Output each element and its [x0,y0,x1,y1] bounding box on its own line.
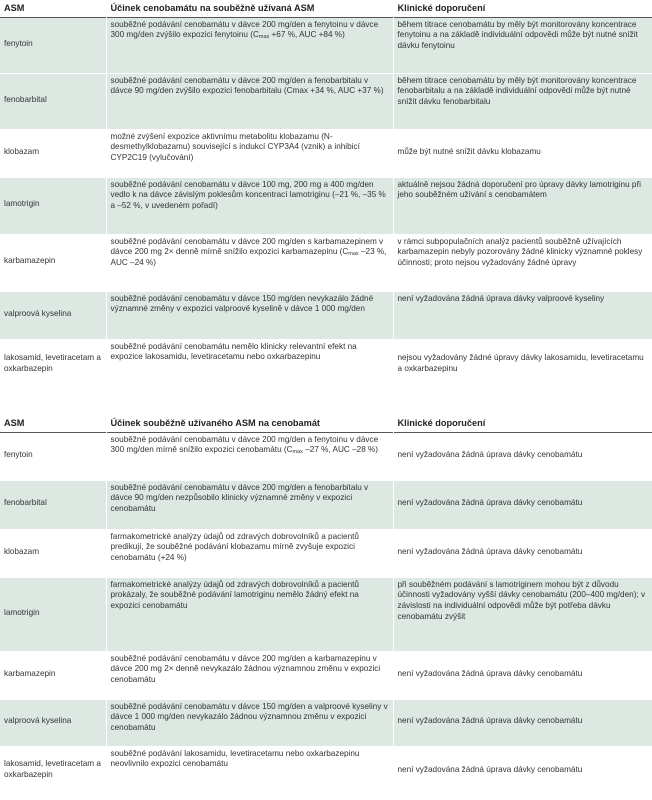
drug-name: karbamazepin [4,668,56,678]
effect-text: souběžné podávání cenobamátu v dávce 200 mg/den a fenytoinu v dávce 300 mg/den zvýšilo expozici fenytoinu ($C_{max} +67$ %, AUC +84 %) [106,17,393,73]
drug-name: fenytoin [0,17,106,73]
effect-text: souběžné podávání cenobamátu v dávce 200 mg/den s karbamazepinem v dávce 200 mg 2× denně mírně snížilo expozici karbamazepinu ($C_{max}$ –23 %, AUC –24 %) [106,234,393,291]
effect-text: možné zvýšení expozice aktivnímu metabolitu klobazamu (N-desmethylklobazamu) související s indukcí CYP3A4 (vznik) a inhibicí CYP2C19 (vylučování) [106,129,393,177]
table-row [0,480,652,529]
recommendation-text: během titrace cenobamátu by měly být monitorovány koncentrace fenobarbitalu a na základě individuální odpovědi může být nutné snížit dávku fenobarbitalu [393,73,652,129]
effect-text: souběžné podávání lakosamidu, levetiracetamu nebo oxkarbazepinu neovlivnilo expozici cenobamátu [106,746,393,796]
effect-text: souběžné podávání cenobamátu v dávce 200 mg/den a karbamazepinu v dávce 200 mg 2× denně nevykazálo žádnou významnou změnu v expozici cenobamátu [106,651,393,699]
recommendation-text: není vyžadována žádná úprava dávky cenobamátu [393,746,652,796]
header-recommendation: Klinické doporučení [393,415,652,432]
effect-text: farmakometrické analýzy údajů od zdravých dobrovolníků a pacientů prokázaly, že souběžné podávání lamotriginu nemělo žádný efekt na expozici cenobamátu [106,577,393,651]
effect-text: souběžné podávání cenobamátu v dávce 200 mg/den a fenobarbitalu v dávce 90 mg/den nezpůsobilo klinicky významné změny v expozici cenobamátu [106,480,393,529]
table-row [0,699,652,746]
recommendation-text: není vyžadována žádná úprava dávky cenobamátu [393,651,652,699]
header-asm: ASM [4,3,25,13]
recommendation-text: může být nutné snížit dávku klobazamu [393,129,652,177]
table-row [0,746,652,796]
recommendation-text: během titrace cenobamátu by měly být monitorovány koncentrace fenytoinu a na základě individuální odpovědi může být nutné snížit dávku fenytoinu [393,17,652,73]
table-asm-effect-on-cenobamate [0,415,652,797]
drug-name: fenobarbital [0,73,106,129]
header-asm: ASM [4,418,25,428]
drug-name: klobazam [4,546,40,556]
table-row [0,73,652,129]
effect-text: souběžné podávání cenobamátu v dávce 150 mg/den a valproové kyseliny v dávce 1 000 mg/den nevykazálo žádnou významnou změnu v expozici cenobamátu [106,699,393,746]
drug-name: lamotrigin [0,177,106,234]
drug-name: klobazam [4,146,40,156]
table-row [0,17,652,73]
recommendation-text: není vyžadována žádná úprava dávky valproové kyseliny [393,291,652,339]
table-row [0,177,652,234]
recommendation-text: není vyžadována žádná úprava dávky cenobamátu [393,699,652,746]
header-effect: Účinek souběžně užívaného ASM na cenobamát [106,415,393,432]
recommendation-text: není vyžadována žádná úprava dávky cenobamátu [393,529,652,577]
drug-name: fenobarbital [0,480,106,529]
effect-text: farmakometrické analýzy údajů od zdravých dobrovolníků a pacientů predikují, že souběžné podávání klobazamu mírně zvyšuje expozici cenobamátu (+24 %) [106,529,393,577]
table-row [0,291,652,339]
drug-name: fenytoin [4,449,33,459]
drug-name: lakosamid, levetiracetam a oxkarbazepin [4,352,101,373]
recommendation-text: při souběžném podávání s lamotriginem mohou být z důvodu účinnosti vyžadovány vyšší dávky cenobamátu (200–400 mg/den); v závislosti na individuální odpovědi může být potřeba dávku cenobamátu zvýšit [393,577,652,651]
recommendation-text: nejsou vyžadovány žádné úpravy dávky lakosamidu, levetiracetamu a oxkarbazepinu [393,339,652,390]
table-header [0,415,652,432]
effect-text: souběžné podávání cenobamátu nemělo klinicky relevantní efekt na expozice lakosamidu, levetiracetamu nebo oxkarbazepinu [106,339,393,390]
recommendation-text: aktuálně nejsou žádná doporučení pro úpravy dávky lamotriginu při jeho souběžném užívání s cenobamátem [393,177,652,234]
effect-text: souběžné podávání cenobamátu v dávce 150 mg/den nevykazálo žádné významné změny v expozici valproové kyselině v dávce 1 000 mg/den [106,291,393,339]
drug-name: lamotrigin [0,577,106,651]
table-row [0,129,652,177]
drug-name: lakosamid, levetiracetam a oxkarbazepin [4,759,101,779]
recommendation-text: v rámci subpopulačních analýz pacientů souběžně užívajících karbamazepin nebyly pozorovány žádné klinicky významné poklesy účinnosti; proto nejsou vyžadovány žádné úpravy [393,234,652,291]
header-recommendation: Klinické doporučení [393,0,652,17]
recommendation-text: není vyžadována žádná úprava dávky cenobamátu [393,480,652,529]
table-row [0,234,652,291]
effect-text: souběžné podávání cenobamátu v dávce 100 mg, 200 mg a 400 mg/den vedlo k na dávce závislým poklesům koncentrací lamotriginu (–21 %, –35 % a –52 %, v uvedeném pořadí) [106,177,393,234]
recommendation-text: není vyžadována žádná úprava dávky cenobamátu [393,432,652,480]
drug-name: valproová kyselina [0,699,106,746]
header-effect: Účinek cenobamátu na souběžně užívaná ASM [106,0,393,17]
table-row [0,651,652,699]
table-row [0,339,652,390]
table-row [0,432,652,480]
effect-text: souběžné podávání cenobamátu v dávce 200 mg/den a fenobarbitalu v dávce 90 mg/den zvýšilo expozici fenobarbitalu (Cmax +34 %, AUC +37 %) [106,73,393,129]
table-row [0,529,652,577]
drug-name: karbamazepin [4,256,56,266]
effect-text: souběžné podávání cenobamátu v dávce 200 mg/den a fenytoinu v dávce 300 mg/den mírně snížilo expozici cenobamátu ($C_{max}$ –27 %, AUC –28 %) [106,432,393,480]
drug-name: valproová kyselina [0,291,106,339]
table-cenobamate-effect-on-asm [0,0,652,391]
table-row [0,577,652,651]
table-header [0,0,652,17]
